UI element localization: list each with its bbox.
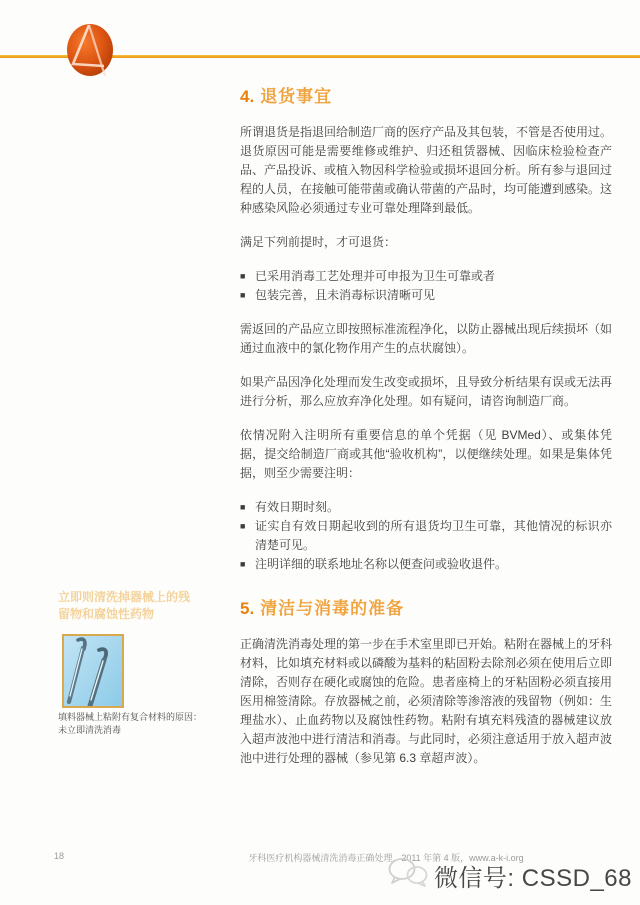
- list-item-text: 注明详细的联系地址名称以便查问或验收退件。: [255, 557, 508, 571]
- section-4-number: 4.: [240, 87, 255, 106]
- margin-note: 立即则清洗掉器械上的残留物和腐蚀性药物: [58, 590, 191, 621]
- photo-caption-line2: 未立即清洗消毒: [58, 725, 122, 735]
- section-5-paragraph-1: 正确清洗消毒处理的第一步在手术室里即已开始。粘附在器械上的牙科材料，比如填充材料或以磷酸为基料的粘固粉去除剂必须在使用后立即清除，否则存在硬化或腐蚀的危险。患者座椅上的牙粘固粉必须直接用医用棉签清除。存放器械之前，必须清除等渗溶液的残留物（例如：生理盐水）、止血药物以及腐蚀性药物。粘附有填充料残渣的器械建议放入超声波池中进行清洁和消毒。与此同时，必须注意适用于放入超声波池中进行处理的器械（参见第 6.3 章超声波）。: [240, 637, 613, 765]
- list-item-text: 证实自有效日期起收到的所有退货均卫生可靠，其他情况的标识亦清楚可见。: [255, 519, 612, 552]
- section-4-paragraph-2: 满足下列前提时，才可退货：: [240, 235, 397, 249]
- wechat-watermark: [387, 856, 632, 895]
- wechat-icon: [387, 856, 429, 895]
- bullet-square-icon: ■: [240, 502, 246, 512]
- section-4-paragraph-3: 需返回的产品应立即按照标准流程净化，以防止器械出现后续损坏（如通过血液中的氯化物作用产生的点状腐蚀）。: [240, 322, 613, 355]
- bullet-square-icon: ■: [240, 290, 246, 300]
- list-item-text: 有效日期时刻。: [255, 500, 340, 514]
- list-item-text: 已采用消毒工艺处理并可申报为卫生可靠或者: [255, 269, 496, 283]
- section-5-number: 5.: [240, 599, 255, 618]
- section-4-title: 退货事宜: [260, 87, 333, 106]
- section-5-heading: [240, 598, 612, 620]
- photo-caption-line1: 填料器械上粘附有复合材料的原因：: [58, 712, 203, 722]
- section-4-heading: [240, 86, 612, 108]
- footer-source-line: 牙科医疗机构器械清洗消毒正确处理，2011 年第 4 版，www.a-k-i.org: [248, 853, 524, 863]
- photo-caption: [58, 711, 238, 737]
- main-content: [240, 86, 612, 783]
- section-4-paragraph-1: 所谓退货是指退回给制造厂商的医疗产品及其包装，不管是否使用过。退货原因可能是需要维修或维护、归还租赁器械、因临床检验检查产品、产品投诉、或植入物因科学检验或损坏退回分析。所有参与退回过程的人员，在接触可能带菌或确认带菌的产品时，均可能遭到感染。这种感染风险必须通过专业可靠处理降到最低。: [240, 125, 613, 215]
- section-5-title: 清洁与消毒的准备: [260, 599, 405, 618]
- wechat-id-label: 微信号: CSSD_68: [433, 865, 632, 892]
- aki-logo-icon: [64, 18, 118, 84]
- bullet-square-icon: ■: [240, 559, 246, 569]
- bullet-square-icon: ■: [240, 521, 246, 531]
- list-item: [240, 555, 612, 574]
- list-item: [240, 267, 612, 286]
- dental-instruments-photo: [62, 634, 124, 708]
- list-item: [240, 286, 612, 305]
- list-item: [240, 517, 612, 555]
- bullet-square-icon: ■: [240, 271, 246, 281]
- section-4-paragraph-4: 如果产品因净化处理而发生改变或损坏，且导致分析结果有误或无法再进行分析，那么应放弃净化处理。如有疑问，请咨询制造厂商。: [240, 375, 613, 408]
- collective-receipt-list: [240, 498, 612, 574]
- list-item-text: 包装完善，且未消毒标识清晰可见: [255, 288, 436, 302]
- section-4-paragraph-5: 依情况附入注明所有重要信息的单个凭据（见 BVMed）、或集体凭据，提交给制造厂商或其他“验收机构”，以便继续处理。如果是集体凭据，则至少需要注明：: [240, 428, 612, 480]
- list-item: [240, 498, 612, 517]
- return-conditions-list: [240, 267, 612, 305]
- page-number: 18: [54, 851, 65, 861]
